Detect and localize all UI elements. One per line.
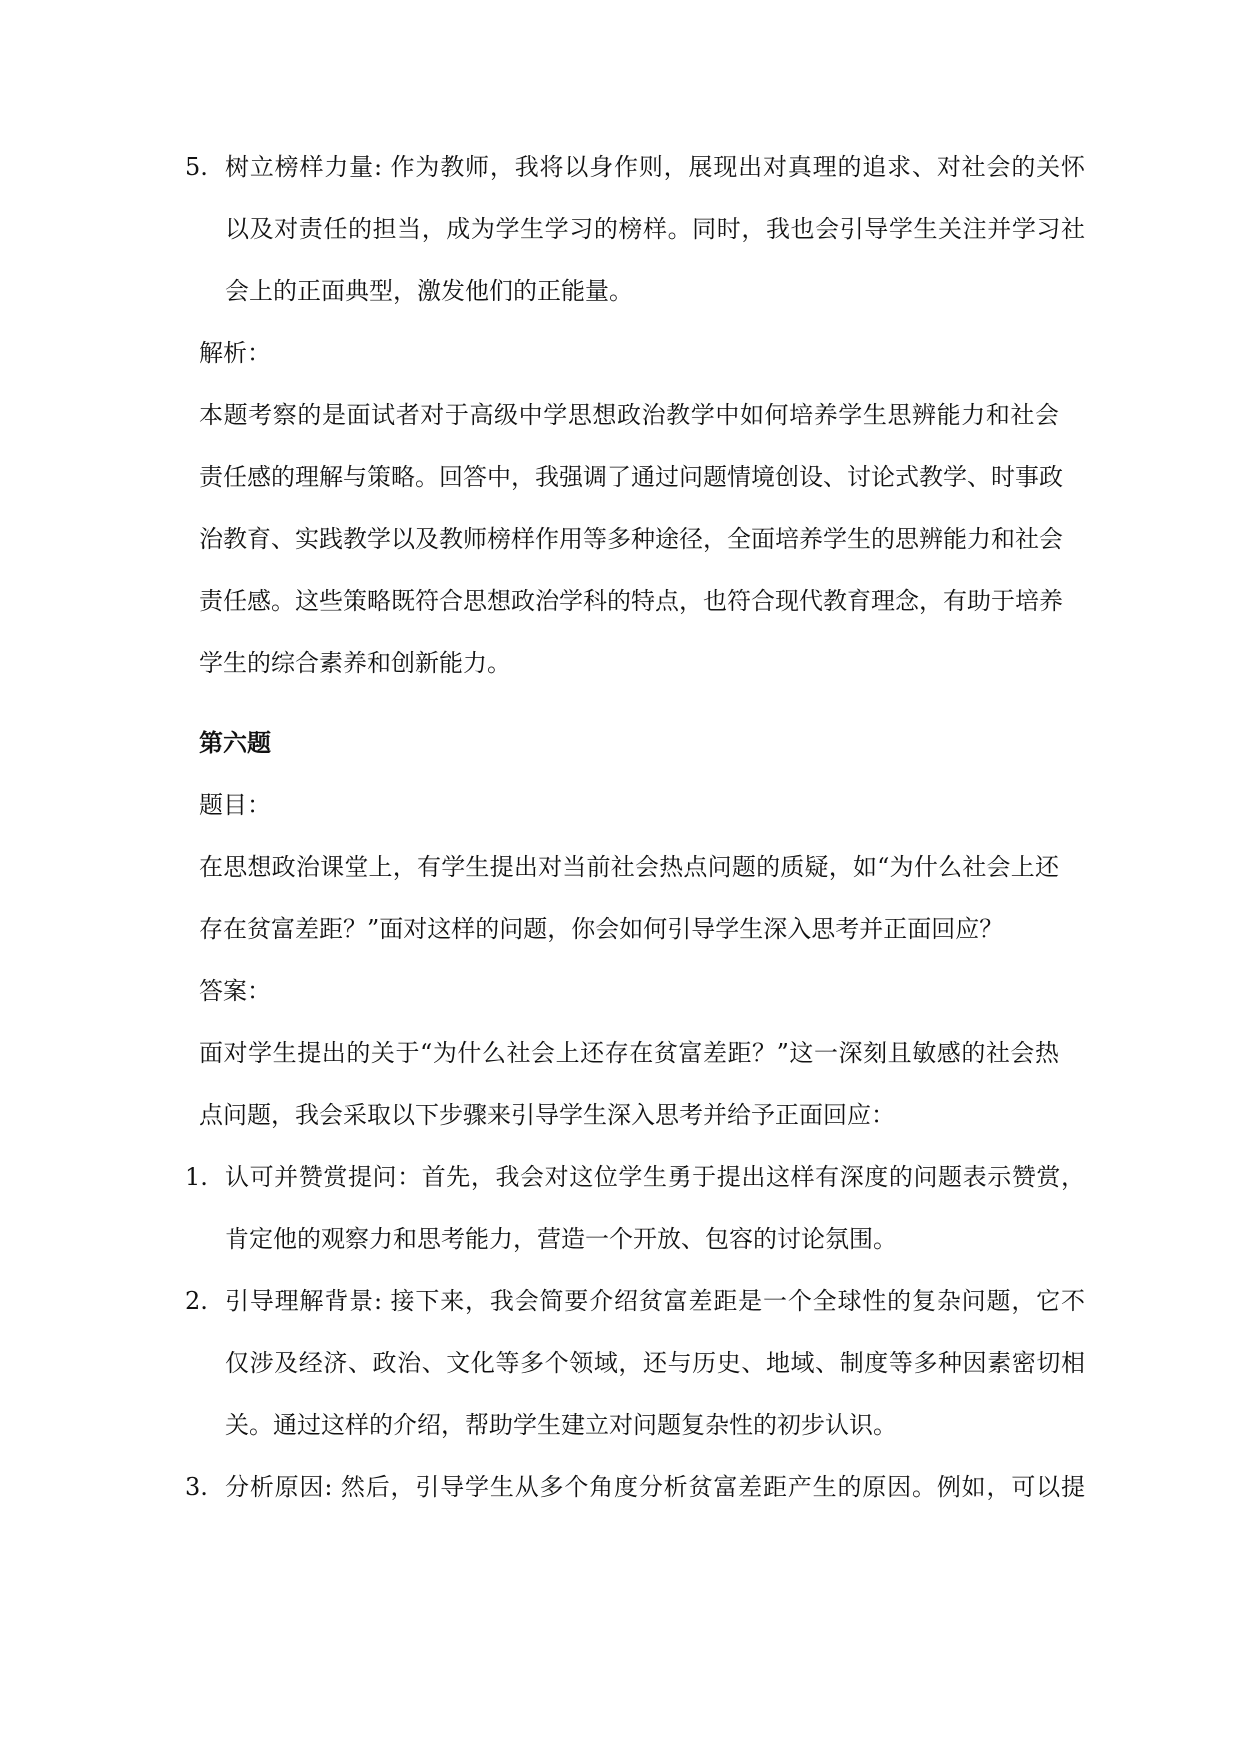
item5-line-1: 树立榜样力量: 作为教师，我将以身作则，展现出对真理的追求、对社会的关怀 bbox=[225, 153, 1085, 181]
item3-line-1: 分析原因: 然后，引导学生从多个角度分析贫富差距产生的原因。例如，可以提 bbox=[225, 1473, 1085, 1501]
answer-label: 答案： bbox=[199, 977, 271, 1005]
item2-line-3: 关。通过这样的介绍，帮助学生建立对问题复杂性的初步认识。 bbox=[225, 1411, 897, 1439]
question-line-1: 在思想政治课堂上，有学生提出对当前社会热点问题的质疑，如“为什么社会上还 bbox=[199, 853, 1059, 881]
list-number: 1. bbox=[185, 1163, 208, 1191]
list-number: 2. bbox=[185, 1287, 208, 1315]
answer-line-1: 面对学生提出的关于“为什么社会上还存在贫富差距？”这一深刻且敏感的社会热 bbox=[199, 1039, 1059, 1067]
analysis-line-1: 本题考察的是面试者对于高级中学思想政治教学中如何培养学生思辨能力和社会 bbox=[199, 401, 1059, 429]
analysis-line-3: 治教育、实践教学以及教师榜样作用等多种途径，全面培养学生的思辨能力和社会 bbox=[199, 525, 1063, 553]
question-line-2: 存在贫富差距？”面对这样的问题，你会如何引导学生深入思考并正面回应？ bbox=[199, 915, 1004, 943]
list-number: 5. bbox=[185, 153, 208, 181]
analysis-line-4: 责任感。这些策略既符合思想政治学科的特点，也符合现代教育理念，有助于培养 bbox=[199, 587, 1063, 615]
item5-line-2: 以及对责任的担当，成为学生学习的榜样。同时，我也会引导学生关注并学习社 bbox=[225, 215, 1085, 243]
section-heading: 第六题 bbox=[199, 728, 271, 757]
analysis-line-2: 责任感的理解与策略。回答中，我强调了通过问题情境创设、讨论式教学、时事政 bbox=[199, 463, 1063, 491]
question-label: 题目： bbox=[199, 791, 271, 819]
item1-line-1: 认可并赞赏提问：首先，我会对这位学生勇于提出这样有深度的问题表示赞赏， bbox=[225, 1163, 1085, 1191]
item1-line-2: 肯定他的观察力和思考能力，营造一个开放、包容的讨论氛围。 bbox=[225, 1225, 897, 1253]
answer-line-2: 点问题，我会采取以下步骤来引导学生深入思考并给予正面回应： bbox=[199, 1101, 895, 1129]
list-number: 3. bbox=[185, 1473, 208, 1501]
analysis-label: 解析： bbox=[199, 339, 271, 367]
item2-line-1: 引导理解背景: 接下来，我会简要介绍贫富差距是一个全球性的复杂问题，它不 bbox=[225, 1287, 1085, 1315]
item2-line-2: 仅涉及经济、政治、文化等多个领域，还与历史、地域、制度等多种因素密切相 bbox=[225, 1349, 1085, 1377]
item5-line-3: 会上的正面典型，激发他们的正能量。 bbox=[225, 277, 633, 305]
analysis-line-5: 学生的综合素养和创新能力。 bbox=[199, 649, 511, 677]
